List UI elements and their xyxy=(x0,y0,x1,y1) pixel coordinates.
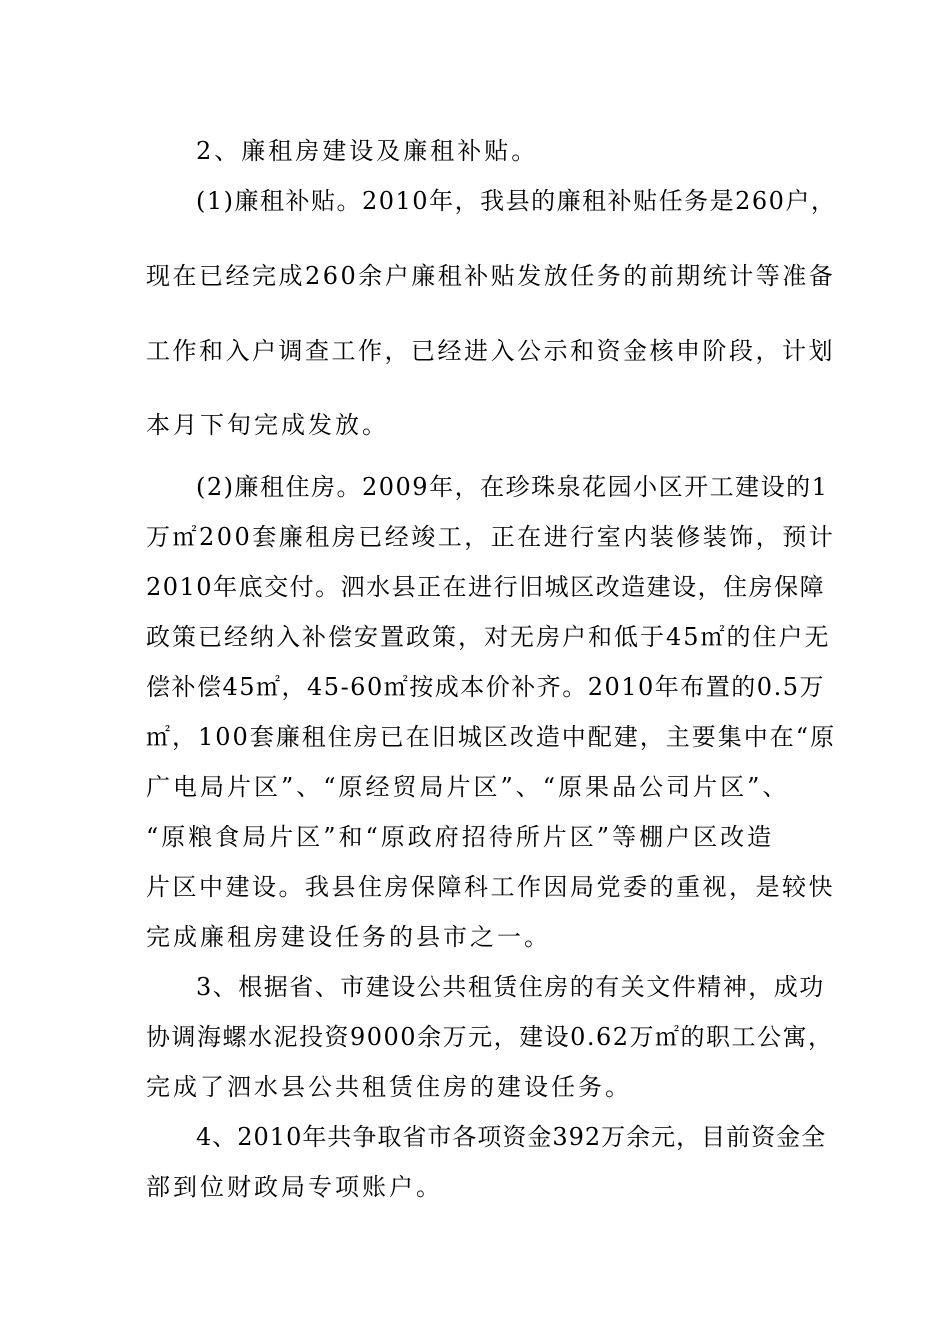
paragraph-2-line-9: 片区中建设。我县住房保障科工作因局党委的重视，是较快 xyxy=(146,873,835,901)
paragraph-1-line-4: 本月下旬完成发放。 xyxy=(146,411,389,439)
paragraph-4-line-2: 部到位财政局专项账户。 xyxy=(146,1173,443,1201)
paragraph-3-line-3: 完成了泗水县公共租赁住房的建设任务。 xyxy=(146,1073,632,1101)
paragraph-1-line-2: 现在已经完成260余户廉租补贴发放任务的前期统计等准备 xyxy=(146,262,836,290)
paragraph-2-line-7: 广电局片区”、“原经贸局片区”、“原果品公司片区”、 xyxy=(146,773,790,801)
paragraph-2-line-2: 万㎡200套廉租房已经竣工，正在进行室内装修装饰，预计 xyxy=(146,523,836,551)
paragraph-4-line-1: 4、2010年共争取省市各项资金392万余元，目前资金全 xyxy=(196,1123,827,1151)
paragraph-1-line-1: (1)廉租补贴。2010年，我县的廉租补贴任务是260户， xyxy=(196,187,837,215)
paragraph-2-line-5: 偿补偿45㎡，45-60㎡按成本价补齐。2010年布置的0.5万 xyxy=(146,673,825,701)
paragraph-2-line-1: (2)廉租住房。2009年，在珍珠泉花园小区开工建设的1 xyxy=(196,473,829,501)
paragraph-2-line-3: 2010年底交付。泗水县正在进行旧城区改造建设，住房保障 xyxy=(146,573,826,601)
paragraph-3-line-1: 3、根据省、市建设公共租赁住房的有关文件精神，成功 xyxy=(196,973,825,1001)
paragraph-2-line-8: “原粮食局片区”和“原政府招待所片区”等棚户区改造 xyxy=(146,823,775,851)
paragraph-2-line-10: 完成廉租房建设任务的县市之一。 xyxy=(146,923,551,951)
paragraph-3-line-2: 协调海螺水泥投资9000余万元，建设0.62万㎡的职工公寓， xyxy=(146,1023,834,1051)
paragraph-2-line-4: 政策已经纳入补偿安置政策，对无房户和低于45㎡的住户无 xyxy=(146,623,831,651)
paragraph-2-line-6: ㎡，100套廉租住房已在旧城区改造中配建，主要集中在“原 xyxy=(146,723,837,751)
paragraph-1-line-3: 工作和入户调查工作，已经进入公示和资金核申阶段，计划 xyxy=(146,337,835,365)
section-2-heading: 2、廉租房建设及廉租补贴。 xyxy=(196,137,539,165)
